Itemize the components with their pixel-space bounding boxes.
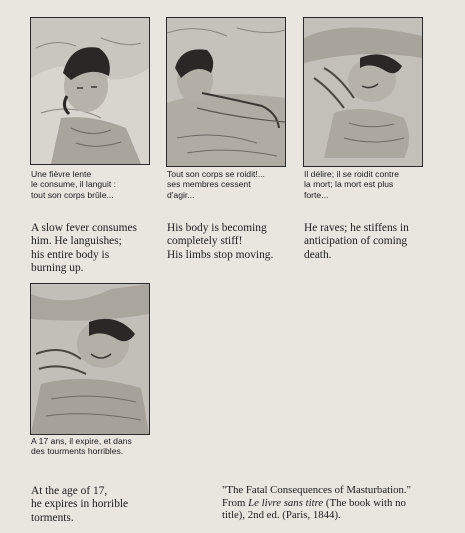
stiffening-youth-illustration — [167, 18, 285, 166]
english-caption-3: He raves; he stiffens in anticipation of coming death. — [304, 222, 409, 261]
french-caption-2: Tout son corps se roidit!... ses membres cessent d'agir... — [167, 169, 265, 200]
illustration-panel-1 — [30, 17, 150, 165]
french-caption-1: Une fièvre lente le consume, il languit : tout son corps brûle... — [31, 169, 117, 200]
source-credit — [222, 484, 454, 522]
credit-book-title: Le livre sans titre — [248, 496, 324, 509]
illustration-panel-3 — [303, 17, 423, 167]
dying-youth-illustration — [31, 284, 149, 434]
french-caption-4: A 17 ans, il expire, et dans des tourments horribles. — [31, 436, 132, 457]
credit-from: From — [222, 496, 249, 509]
credit-line-2 — [222, 497, 454, 510]
sick-youth-lying-illustration — [31, 18, 149, 164]
french-caption-3: Il délire; il se roidit contre la mort; la mort est plus forte... — [304, 169, 400, 200]
credit-line-1: "The Fatal Consequences of Masturbation." — [222, 484, 412, 496]
credit-translation: (The book with no — [323, 496, 406, 509]
illustration-panel-4 — [30, 283, 150, 435]
english-caption-2: His body is becoming completely stiff! His limbs stop moving. — [167, 222, 274, 261]
english-caption-4: At the age of 17, he expires in horrible torments. — [31, 485, 129, 524]
raving-youth-illustration — [304, 18, 422, 166]
english-caption-1: A slow fever consumes him. He languishes; his entire body is burning up. — [31, 222, 137, 275]
credit-line-3: title), 2nd ed. (Paris, 1844). — [222, 509, 341, 522]
illustration-panel-2 — [166, 17, 286, 167]
